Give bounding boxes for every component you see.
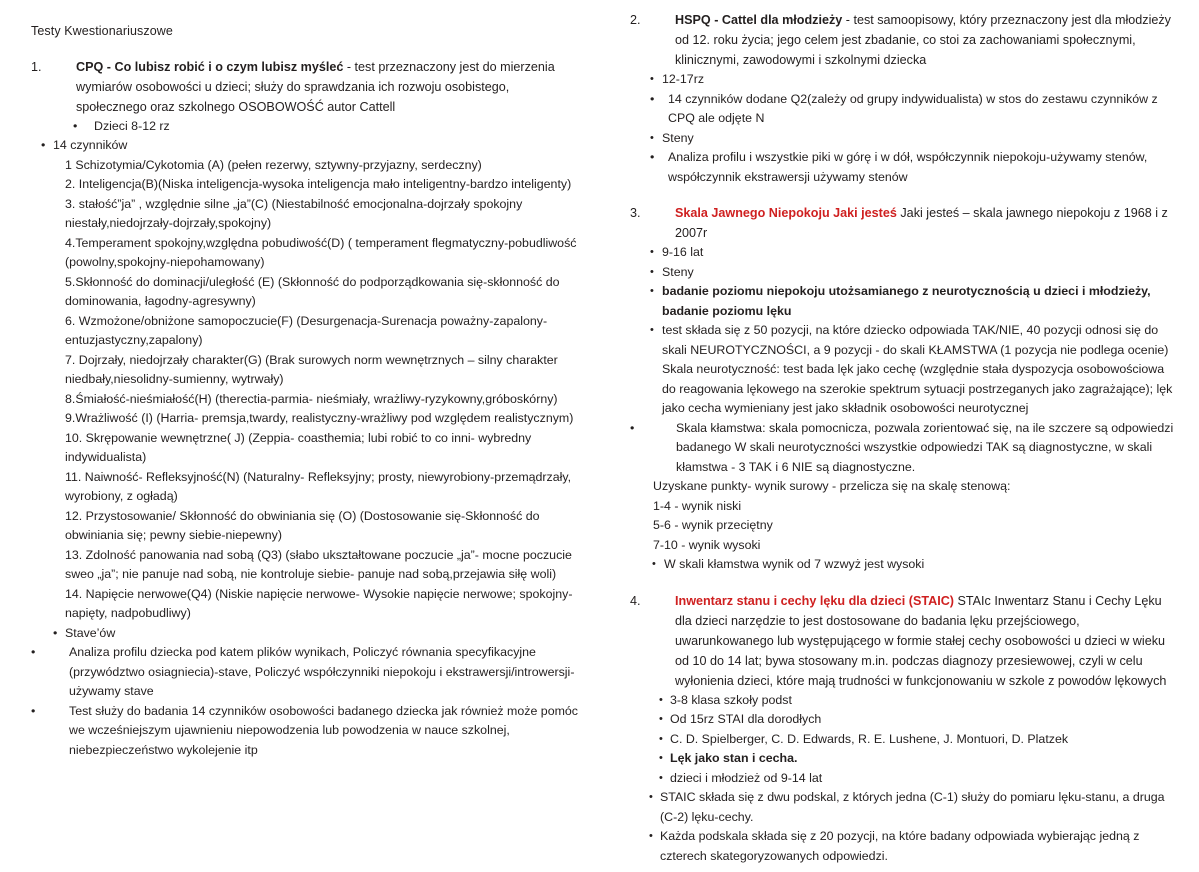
list-item — [630, 70, 1181, 90]
list-item-label: 3-8 klasa szkoły podst — [670, 692, 792, 707]
skala-bullets — [630, 243, 1181, 477]
list-item — [630, 243, 1181, 263]
list-item-label: Skala kłamstwa: skala pomocnicza, pozwala zorientować się, na ile szczere są odpowiedzi badanego W skali neurotyczności wszystkie odpowiedzi TAK są diagnostyczne, w skali kłamstwa - 3 TAK i 6 NIE są diagnostyczne. — [676, 420, 1174, 474]
list-item — [31, 136, 578, 156]
bullet-icon: • — [650, 324, 654, 336]
factor-line: 12. Przystosowanie/ Skłonność do obwiniania się (O) (Dostosowanie się-Skłonność do obwiniania się; pewny siebie-niepewny) — [65, 508, 540, 543]
list-item-label: STAIC składa się z dwu podskal, z których jedna (C-1) służy do pomiaru lęku-stanu, a druga (C-2) lęku-cechy. — [660, 790, 1165, 824]
left-column — [0, 0, 600, 766]
bullet-icon: • — [31, 645, 36, 660]
bullet-icon: • — [650, 285, 654, 297]
list-item — [630, 321, 1181, 419]
section-hspq — [630, 10, 1181, 187]
cpq-primary-bullets — [31, 117, 578, 156]
hspq-bullets — [630, 70, 1181, 187]
bullet-icon: • — [53, 625, 58, 640]
list-item — [630, 788, 1181, 827]
section-hspq-number: 2. — [630, 13, 641, 27]
list-item — [630, 90, 1181, 129]
factor-line: 1 Schizotymia/Cykotomia (A) (pełen rezerwy, sztywny-przyjazny, serdeczny) — [65, 157, 482, 172]
score-line: 1-4 - wynik niski — [653, 498, 742, 513]
list-item-label: Steny — [662, 130, 694, 145]
bullet-icon: • — [649, 791, 653, 803]
factor-line: 13. Zdolność panowania nad sobą (Q3) (słabo ukształtowane poczucie „ja”- mocne poczucie sweo „ja”; nie panuje nad sobą, nie kontroluje siebie- panuje nad sobą,przejawia siłę woli) — [65, 547, 572, 582]
list-item — [31, 624, 578, 644]
list-item-label: dzieci i młodzież od 9-14 lat — [670, 770, 823, 785]
list-item — [630, 769, 1181, 789]
factor-line: 7. Dojrzały, niedojrzały charakter(G) (Brak surowych norm wewnętrznych – silny charakter niedbały,niesolidny-sumienny, wytrwały) — [65, 352, 558, 387]
skala-final-bullet — [630, 555, 1181, 575]
section-skala-jawnego-niepokoju — [630, 203, 1181, 575]
list-item-label: Analiza profilu i wszystkie piki w górę i w dół, współczynnik niepokoju-używamy stenów, współczynnik ekstrawersji używamy stenów — [668, 150, 1148, 184]
list-item — [630, 148, 1181, 187]
section-staic-number: 4. — [630, 593, 641, 608]
list-item — [31, 702, 578, 761]
cpq-trailing-bullets — [31, 624, 578, 761]
factor-line: 10. Skrępowanie wewnętrzne( J) (Zeppia- coasthemia; lubi robić to co inni- wybredny indywidualista) — [65, 430, 532, 465]
list-item — [630, 129, 1181, 149]
list-item-label: badanie poziomu niepokoju utożsamianego z neurotycznością u dzieci i młodzieży, badanie poziomu lęku — [662, 284, 1151, 318]
section-cpq-title: CPQ - Co lubisz robić i o czym lubisz myśleć — [76, 59, 344, 74]
cpq-factor-list — [31, 156, 578, 624]
bullet-icon: • — [659, 752, 663, 764]
bullet-icon: • — [31, 703, 36, 718]
list-item — [31, 643, 578, 702]
section-cpq-number: 1. — [31, 59, 42, 74]
factor-line: 9.Wrażliwość (I) (Harria- premsja,twardy, realistyczny-wrażliwy pod względem realistycznym) — [65, 411, 574, 426]
list-item — [630, 419, 1181, 478]
staic-bullets — [630, 691, 1181, 867]
factor-line: 14. Napięcie nerwowe(Q4) (Niskie napięcie nerwowe- Wysokie napięcie nerwowe; spokojny- napięty, nadpobudliwy) — [65, 586, 573, 621]
section-skala-title: Skala Jawnego Niepokoju Jaki jesteś — [675, 206, 897, 220]
factor-line: 11. Naiwność- Refleksyjność(N) (Naturalny- Refleksyjny; prosty, niewyrobiony-przemądrzały, wyrobiony, z ogładą) — [65, 469, 572, 504]
list-item-label: test składa się z 50 pozycji, na które dziecko odpowiada TAK/NIE, 40 pozycji odnosi się do skali NEUROTYCZNOŚCI, a 9 pozycji - do skali KŁAMSTWA (1 pozycja nie podlega ocenie) Skala neurotyczność: test bada lęk jako cechę (względnie stała dyspozycja osobowościowa do reagowania lękowego na szerokie spektrum sytuacji postrzeganych jako zagrażające); lęk jako cecha wymieniany jest jako składnik osobowości neurotycznej — [662, 323, 1173, 415]
bullet-icon: • — [659, 771, 663, 784]
list-item-label: 9-16 lat — [662, 245, 704, 259]
bullet-icon: • — [650, 73, 654, 85]
list-item-label: Stave’ów — [65, 625, 116, 640]
section-skala-body: Jaki jesteś – skala jawnego niepokoju z 1968 i z 2007r — [675, 206, 1168, 240]
section-staic-body: STAIc Inwentarz Stanu i Cechy Lęku dla dzieci narzędzie to jest dostosowane do badania lęku przejściowego, uwarunkowanego lub występującego w formie stałej cechy osobowości u dzieci w wieku od 10 do 14 lat; bywa stosowany m.in. podczas diagnozy przesiewowej, czyli w celu wyłonienia dzieci, które mają trudności w funkcjonowaniu w szkole z powodów lękowych — [675, 593, 1167, 688]
list-item-label: Steny — [662, 264, 694, 279]
bullet-icon: • — [650, 265, 654, 278]
score-intro: Uzyskane punkty- wynik surowy - przelicza się na skalę stenową: — [653, 479, 1011, 493]
bullet-icon: • — [659, 732, 663, 745]
section-cpq-heading — [31, 57, 578, 117]
list-item — [630, 282, 1181, 321]
list-item-label: 14 czynników dodane Q2(zależy od grupy indywidualista) w stos do zestawu czynników z CPQ ale odjęte N — [668, 91, 1158, 125]
factor-line: 3. stałość”ja” , względnie silne „ja”(C) (Niestabilność emocjonalna-dojrzały spokojny niestały,niedojrzały-dojrzały,spokojny) — [65, 196, 523, 231]
section-cpq — [31, 57, 578, 761]
section-staic-heading — [630, 591, 1181, 691]
section-cpq-body: - test przeznaczony jest do mierzenia wymiarów osobowości u dzieci; służy do sprawdzania ich rozwoju osobistego, społecznego oraz szkolnego OSOBOWOŚĆ autor Cattell — [76, 59, 555, 114]
factor-line: 4.Temperament spokojny,względna pobudiwość(D) ( temperament flegmatyczny-pobudliwość (powolny,spokojny-niepohamowany) — [65, 235, 577, 270]
bullet-icon: • — [41, 138, 46, 153]
list-item-label: Każda podskala składa się z 20 pozycji, na które badany odpowiada wybierając jedną z czterech skategoryzowanych odpowiedzi. — [660, 829, 1140, 863]
list-item-label: Test służy do badania 14 czynników osobowości badanego dziecka jak również może pomóc we wcześniejszym ujawnieniu niepowodzenia lub powodzenia w nauce szkolnej, niebezpieczeństwo wykolejenie itp — [69, 703, 578, 757]
list-item — [630, 263, 1181, 283]
list-item-label: 14 czynników — [53, 138, 128, 153]
bullet-icon: • — [659, 693, 663, 706]
bullet-icon: • — [650, 150, 655, 164]
section-staic — [630, 591, 1181, 867]
section-staic-title: Inwentarz stanu i cechy lęku dla dzieci (STAIC) — [675, 593, 954, 608]
list-item-label: Lęk jako stan i cecha. — [670, 751, 798, 765]
bullet-icon: • — [630, 420, 635, 435]
list-item — [31, 117, 578, 137]
list-item — [630, 710, 1181, 730]
right-column — [600, 0, 1199, 872]
factor-line: 5.Skłonność do dominacji/uległość (E) (Skłonność do podporządkowania się-skłonność do dominowania, łagodny-agresywny) — [65, 274, 560, 309]
factor-line: 2. Inteligencja(B)(Niska inteligencja-wysoka inteligencja mało inteligentny-bardzo inteligenty) — [65, 177, 572, 192]
bullet-icon: • — [650, 91, 655, 106]
factor-line: 6. Wzmożone/obniżone samopoczucie(F) (Desurgenacja-Surenacja poważny-zapalony-entuzjastyczny,zapalony) — [65, 313, 548, 348]
section-skala-heading — [630, 203, 1181, 243]
bullet-icon: • — [649, 830, 653, 842]
list-item-label: Dzieci 8-12 rz — [94, 118, 170, 133]
section-skala-number: 3. — [630, 206, 641, 220]
list-item — [630, 827, 1181, 866]
list-item-label: W skali kłamstwa wynik od 7 wzwyż jest wysoki — [664, 557, 925, 571]
bullet-icon: • — [650, 246, 654, 258]
list-item — [630, 555, 1181, 575]
score-line: 7-10 - wynik wysoki — [653, 537, 761, 552]
list-item — [630, 749, 1181, 769]
section-hspq-body: - test samoopisowy, który przeznaczony jest dla młodzieży od 12. roku życia; jego celem jest zbadanie, co stoi za zachowaniami społecznymi, klinicznymi, zawodowymi i szkolnymi dziecka — [675, 13, 1171, 67]
bullet-icon: • — [650, 131, 654, 144]
section-hspq-heading — [630, 10, 1181, 70]
bullet-icon: • — [659, 713, 663, 725]
list-item — [630, 691, 1181, 711]
list-item-label: 12-17rz — [662, 72, 705, 86]
list-item-label: C. D. Spielberger, C. D. Edwards, R. E. Lushene, J. Montuori, D. Platzek — [670, 731, 1069, 746]
bullet-icon: • — [73, 118, 78, 133]
document-heading: Testy Kwestionariuszowe — [31, 24, 173, 38]
factor-line: 8.Śmiałość-nieśmiałość(H) (therectia-parmia- nieśmiały, wrażliwy-ryzykowny,gróboskórny) — [65, 391, 558, 406]
score-line: 5-6 - wynik przeciętny — [653, 518, 773, 532]
list-item-label: Od 15rz STAI dla dorodłych — [670, 712, 822, 726]
bullet-icon: • — [652, 558, 656, 570]
list-item — [630, 730, 1181, 750]
list-item-label: Analiza profilu dziecka pod katem plików wynikach, Policzyć równania specyfikacyjne (przywództwo osiagniecia)-stave, Policzyć współczynniki niepokoju i ekstrawersji/introwersji- używamy stave — [69, 645, 575, 699]
section-hspq-title: HSPQ - Cattel dla młodzieży — [675, 13, 843, 27]
